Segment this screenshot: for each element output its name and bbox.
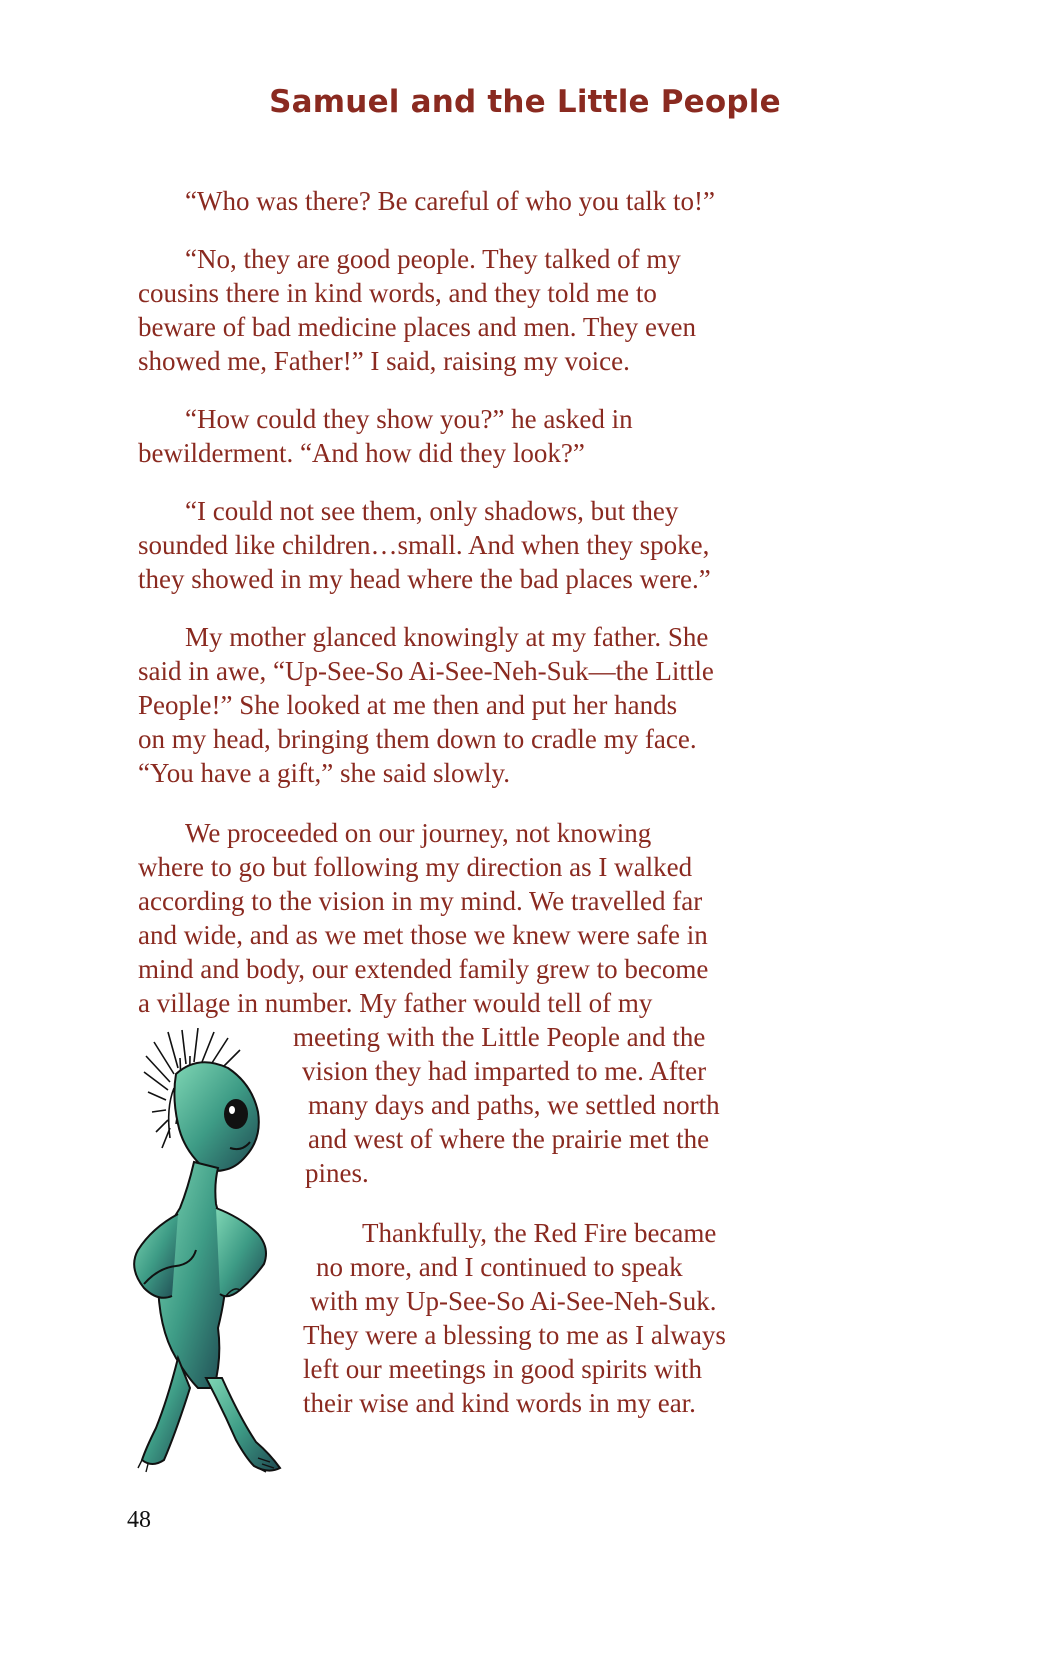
text-line: bewilderment. “And how did they look?” [138, 438, 585, 468]
text-line: and west of where the prairie met the [308, 1124, 710, 1154]
text-line: left our meetings in good spirits with [303, 1354, 702, 1384]
text-line: pines. [305, 1158, 369, 1188]
text-line: We proceeded on our journey, not knowing [185, 818, 652, 848]
text-line: their wise and kind words in my ear. [303, 1388, 696, 1418]
page-number: 48 [127, 1507, 151, 1533]
text-line: sounded like children…small. And when they spoke, [138, 530, 710, 560]
text-line: My mother glanced knowingly at my father. She [185, 622, 709, 652]
text-line: and wide, and as we met those we knew were safe in [138, 920, 708, 950]
text-line: showed me, Father!” I said, raising my voice. [138, 346, 630, 376]
text-line: “I could not see them, only shadows, but they [185, 496, 679, 526]
text-line: they showed in my head where the bad places were.” [138, 564, 711, 594]
text-line: with my Up-See-So Ai-See-Neh-Suk. [310, 1286, 717, 1316]
text-line: beware of bad medicine places and men. They even [138, 312, 697, 342]
text-line: cousins there in kind words, and they told me to [138, 278, 657, 308]
text-line: many days and paths, we settled north [308, 1090, 720, 1120]
text-line: mind and body, our extended family grew to become [138, 954, 709, 984]
text-line: “How could they show you?” he asked in [185, 404, 633, 434]
text-line: according to the vision in my mind. We travelled far [138, 886, 703, 916]
text-line: no more, and I continued to speak [316, 1252, 683, 1282]
page-title: Samuel and the Little People [269, 84, 781, 120]
text-line: They were a blessing to me as I always [303, 1320, 726, 1350]
little-person-illustration [118, 1028, 300, 1498]
text-line: “No, they are good people. They talked of my [185, 244, 681, 274]
text-line: People!” She looked at me then and put her hands [138, 690, 678, 720]
text-line: vision they had imparted to me. After [302, 1056, 707, 1086]
text-line: meeting with the Little People and the [293, 1022, 706, 1052]
text-line: Thankfully, the Red Fire became [362, 1218, 717, 1248]
text-line: said in awe, “Up-See-So Ai-See-Neh-Suk—the Little [138, 656, 714, 686]
text-line: “Who was there? Be careful of who you talk to!” [185, 186, 716, 216]
text-line: “You have a gift,” she said slowly. [138, 758, 510, 788]
text-line: where to go but following my direction as I walked [138, 852, 693, 882]
text-line: on my head, bringing them down to cradle my face. [138, 724, 697, 754]
eye [224, 1099, 248, 1129]
text-line: a village in number. My father would tell of my [138, 988, 653, 1018]
